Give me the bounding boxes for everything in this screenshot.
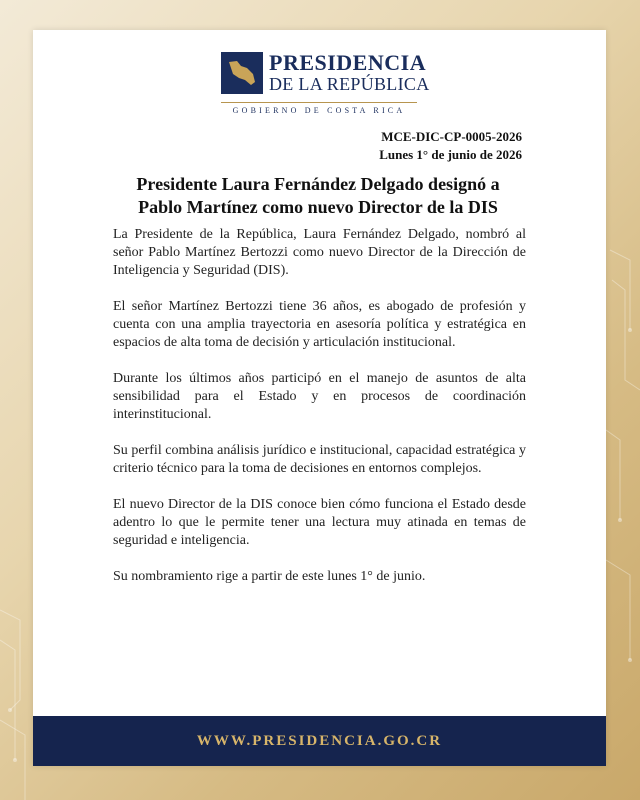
costa-rica-map-logo-icon	[221, 52, 263, 94]
reference-code: MCE-DIC-CP-0005-2026	[381, 129, 522, 144]
paragraph: El nuevo Director de la DIS conoce bien cómo funciona el Estado desde adentro lo que le permite tener una lectura muy atinada en temas de seguridad e inteligencia.	[113, 497, 526, 548]
headline	[103, 173, 533, 219]
footer-url[interactable]: WWW.PRESIDENCIA.GO.CR	[196, 732, 443, 749]
brand-tagline: GOBIERNO DE COSTA RICA	[232, 106, 406, 115]
press-release-sheet	[33, 30, 606, 766]
document-meta	[379, 128, 522, 164]
paragraph: El señor Martínez Bertozzi tiene 36 años, es abogado de profesión y cuenta con una amplia trayectoria en asesoría política y estratégica en espacios de alta toma de decisión y articulación institucional.	[113, 299, 526, 350]
brand-subtitle: DE LA REPÚBLICA	[269, 74, 430, 94]
paragraph: Su perfil combina análisis jurídico e institucional, capacidad estratégica y criterio técnico para la toma de decisiones en entornos complejos.	[113, 443, 526, 476]
paragraph: Durante los últimos años participó en el manejo de asuntos de alta sensibilidad para el Estado y en procesos de coordinación interinstitucional.	[113, 371, 526, 422]
release-date: Lunes 1° de junio de 2026	[379, 147, 522, 162]
brand-title: PRESIDENCIA	[269, 50, 427, 75]
headline-line-1: Presidente Laura Fernández Delgado designó a	[136, 174, 500, 194]
headline-line-2: Pablo Martínez como nuevo Director de la DIS	[138, 197, 498, 217]
paragraph: Su nombramiento rige a partir de este lunes 1° de junio.	[113, 569, 426, 584]
header-brand	[33, 50, 606, 130]
footer-bar	[33, 716, 606, 766]
body-text	[113, 226, 526, 604]
brand-divider	[221, 102, 417, 103]
paragraph: La Presidente de la República, Laura Fernández Delgado, nombró al señor Pablo Martínez Bertozzi como nuevo Director de la Dirección de Inteligencia y Seguridad (DIS).	[113, 227, 526, 278]
